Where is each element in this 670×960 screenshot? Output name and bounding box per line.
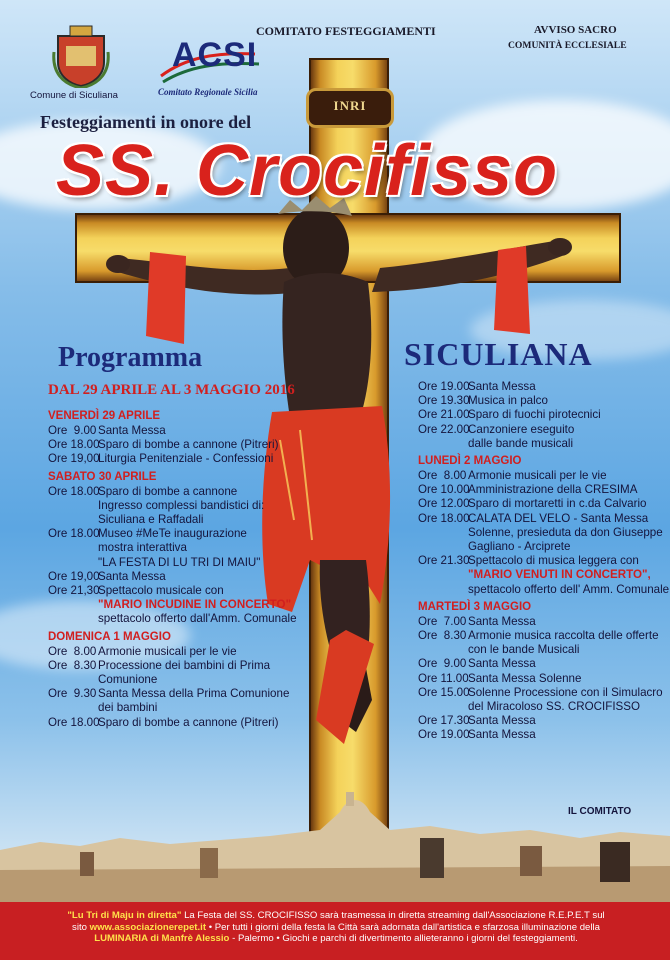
program-entry-description: Armonie musicali per le vie	[98, 644, 237, 658]
program-entry-time: Ore 19,00	[48, 569, 100, 583]
program-day-heading: VENERDÌ 29 APRILE	[48, 410, 161, 422]
program-entry-description: Sparo di bombe a cannone (Pitreri)	[98, 715, 279, 729]
acsi-logo-text: ACSI	[172, 36, 258, 74]
program-entry-description: Santa Messa	[468, 728, 536, 742]
program-entry-continuation: Solenne, presieduta da don Giuseppe	[468, 525, 663, 539]
program-entry-continuation: del Miracoloso SS. CROCIFISSO	[468, 700, 641, 713]
program-entry-time: Ore 19,00	[48, 452, 100, 466]
program-entry-time: Ore 11.00	[418, 671, 469, 685]
footer-website-link[interactable]: www.associazionerepet.it	[89, 921, 207, 933]
program-entry-description: Armonie musica raccolta delle offerte	[468, 629, 659, 642]
program-entry-description: Museo #MeTe inaugurazione	[98, 527, 247, 541]
program-entry-continuation: "LA FESTA DI LU TRI DI MAIU"	[98, 555, 261, 569]
festeggiamenti-subtitle: Festeggiamenti in onore del	[40, 112, 252, 132]
program-entry-continuation: con le bande Musicali	[468, 643, 580, 657]
program-entry-time: Ore 9.30	[48, 687, 97, 701]
program-entry-description: Canzoniere eseguito	[468, 422, 575, 436]
footer-text	[14, 910, 658, 945]
program-entry	[418, 714, 536, 728]
program-entry-description: Armonie musicali per le vie	[468, 469, 607, 482]
program-entry-time: Ore 18.00	[48, 438, 100, 452]
program-entry-time: Ore 18.00	[48, 527, 100, 541]
program-entry-time: Ore 8.00	[48, 644, 97, 658]
program-entry-time: Ore 18.00	[48, 715, 100, 729]
program-entry	[418, 728, 536, 742]
program-entry-time: Ore 19.00	[418, 728, 470, 742]
program-entry-time: Ore 21,30	[48, 584, 100, 597]
footer-line3: - Palermo • Giochi e parchi di divertimento allieteranno i giorni del festeggiamenti.	[229, 933, 578, 944]
program-entry-description: Amministrazione della CRESIMA	[468, 483, 638, 497]
footer-line1: La Festa del SS. CROCIFISSO sarà trasmessa in diretta streaming dall'Associazione R.E.P.E.T sul	[181, 910, 605, 921]
program-entry	[418, 423, 574, 437]
program-entry-description: Processione dei bambini di Prima	[98, 658, 271, 672]
program-day-heading: DOMENICA 1 MAGGIO	[48, 630, 171, 643]
footer-live-title: "Lu Tri di Maju in diretta"	[67, 910, 182, 921]
program-entry-continuation: Gagliano - Arciprete	[468, 540, 571, 553]
program-entry-description: Sparo di fuochi pirotecnici	[468, 408, 601, 422]
comitato-heading: COMITATO FESTEGGIAMENTI	[256, 24, 436, 38]
program-day-heading: LUNEDÌ 2 MAGGIO	[418, 455, 522, 467]
program-entry-description: Sparo di mortaretti in c.da Calvario	[468, 497, 647, 511]
program-entry-description: Santa Messa	[468, 657, 536, 671]
program-entry-time: Ore 22.00	[418, 422, 470, 436]
program-entry-continuation: spettacolo offerto dall'Amm. Comunale	[98, 612, 297, 626]
program-entry-description: Santa Messa	[468, 380, 536, 393]
program-entry-description: Santa Messa	[98, 424, 166, 437]
program-entry	[48, 687, 289, 701]
comune-label: Comune di Siculiana	[30, 90, 118, 101]
program-entry-continuation: Siculiana e Raffadali	[98, 513, 204, 526]
program-entry	[418, 380, 536, 394]
program-entry-description: Santa Messa Solenne	[468, 671, 582, 685]
program-day-heading: SABATO 30 APRILE	[48, 470, 157, 483]
program-entry-time: Ore 15.00	[418, 685, 470, 699]
program-entry-continuation: dalle bande musicali	[468, 436, 574, 450]
inri-plaque: INRI	[306, 88, 394, 128]
program-entry-time: Ore 19.00	[418, 380, 470, 393]
program-entry-description: Santa Messa	[468, 614, 536, 628]
program-entry-description: Santa Messa della Prima Comunione	[98, 687, 290, 701]
program-entry-continuation: dei bambini	[98, 701, 158, 715]
program-entry	[418, 497, 647, 511]
program-entry-time: Ore 10.00	[418, 483, 470, 497]
program-entry-time: Ore 18.00	[48, 484, 100, 498]
program-entry-time: Ore 8.30	[48, 658, 97, 672]
program-entry-description: Spettacolo musicale con	[98, 584, 224, 597]
main-title: SS. Crocifisso	[56, 131, 559, 211]
program-entry	[418, 672, 581, 686]
program-entry	[48, 527, 247, 541]
program-entry-description: Sparo di bombe a cannone	[98, 484, 238, 498]
comune-crest-icon	[52, 22, 110, 88]
program-entry	[418, 394, 548, 408]
program-entry-description: Santa Messa	[98, 569, 166, 583]
program-entry-time: Ore 8.00	[418, 469, 467, 482]
program-entry-time: Ore 8.30	[418, 629, 467, 642]
program-entry	[418, 615, 536, 629]
program-entry-description: Liturgia Penitenziale - Confessioni	[98, 452, 274, 466]
programma-heading: Programma	[58, 342, 203, 373]
program-highlight: "MARIO INCUDINE IN CONCERTO"	[98, 598, 292, 612]
footer-line2-prefix: sito	[72, 921, 90, 933]
program-entry-time: Ore 12.00	[418, 497, 470, 511]
program-day-heading: MARTEDÌ 3 MAGGIO	[418, 600, 532, 613]
program-entry-description: CALATA DEL VELO - Santa Messa	[468, 511, 649, 525]
program-entry-description: Spettacolo di musica leggera con	[468, 554, 639, 568]
program-entry	[48, 659, 270, 673]
program-entry	[418, 408, 601, 422]
program-entry	[48, 716, 278, 730]
program-entry	[418, 512, 648, 526]
program-entry-time: Ore 18.00	[418, 511, 470, 525]
program-entry	[418, 657, 536, 671]
program-entry-time: Ore 17.30	[418, 714, 470, 728]
program-entry-continuation: Ingresso complessi bandistici di:	[98, 498, 265, 512]
program-entry	[48, 485, 237, 499]
program-entry-time: Ore 21.00	[418, 408, 470, 422]
program-entry	[48, 438, 278, 452]
program-entry-time: Ore 21.30	[418, 554, 470, 568]
siculiana-heading: SICULIANA	[404, 336, 593, 372]
program-entry-time: Ore 9.00	[418, 657, 467, 671]
program-entry-time: Ore 7.00	[418, 614, 467, 628]
program-entry	[48, 424, 166, 438]
program-entry-description: Solenne Processione con il Simulacro	[468, 685, 663, 699]
program-entry	[418, 686, 663, 700]
program-entry-time: Ore 9.00	[48, 424, 97, 437]
program-entry	[48, 452, 273, 466]
comunita-ecclesiale: COMUNITÀ ECCLESIALE	[508, 40, 627, 51]
date-range: DAL 29 APRILE AL 3 MAGGIO 2016	[48, 382, 295, 398]
program-entry-description: Santa Messa	[468, 714, 536, 728]
program-entry	[418, 483, 637, 497]
program-entry-time: Ore 19.30	[418, 394, 470, 408]
avviso-sacro: AVVISO SACRO	[534, 24, 617, 36]
program-entry-continuation: spettacolo offerto dell' Amm. Comunale	[468, 582, 670, 596]
acsi-subtitle: Comitato Regionale Sicilia	[158, 87, 258, 97]
program-entry-continuation: mostra interattiva	[98, 541, 187, 555]
program-entry	[48, 645, 237, 659]
program-entry	[48, 584, 224, 598]
program-highlight: "MARIO VENUTI IN CONCERTO",	[468, 568, 651, 582]
program-entry	[48, 570, 166, 584]
program-entry-description: Sparo di bombe a cannone (Pitreri)	[98, 438, 279, 452]
program-entry	[418, 629, 659, 643]
footer-luminaria: LUMINARIA di Manfrè Alessio	[94, 933, 230, 944]
town-skyline	[0, 790, 670, 904]
program-entry-continuation: Comunione	[98, 673, 158, 686]
program-entry	[418, 469, 607, 483]
program-entry	[418, 554, 639, 568]
footer-line2: • Per tutti i giorni della festa la Città sarà adornata dall'artistica e sfarzosa illuminazione della	[206, 921, 600, 933]
program-entry-description: Musica in palco	[468, 394, 548, 408]
signature: IL COMITATO	[568, 806, 632, 817]
